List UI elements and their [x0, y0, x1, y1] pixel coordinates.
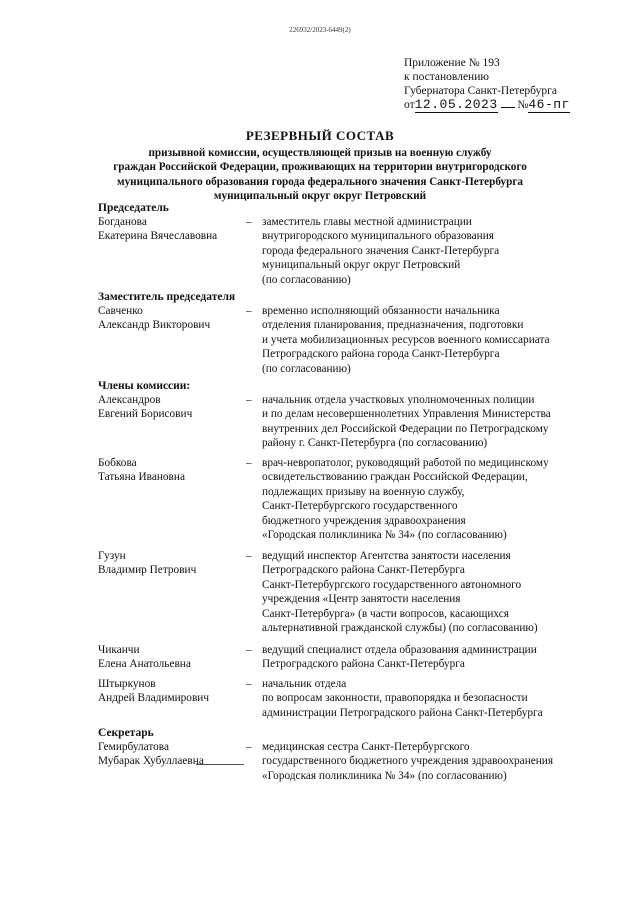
- member-given-names: Екатерина Вячеславовна: [98, 230, 218, 243]
- appendix-block: [404, 56, 604, 112]
- description-line: и учета мобилизационных ресурсов военного комиссариата: [262, 333, 550, 346]
- member-surname: Богданова: [98, 216, 147, 228]
- description-line: города федерального значения Санкт-Петербурга: [262, 244, 500, 257]
- member-description: [262, 393, 612, 451]
- member-name: [98, 549, 248, 578]
- description-line: заместитель главы местной администрации: [262, 216, 472, 228]
- member-description: [262, 643, 612, 672]
- member-surname: Чиканчи: [98, 644, 140, 656]
- description-line: внутригородского муниципального образования: [262, 230, 494, 243]
- appendix-line-3: Губернатора Санкт-Петербурга: [404, 85, 557, 97]
- description-line: «Городская поликлиника № 34» (по согласованию): [262, 769, 507, 782]
- member-description: [262, 549, 612, 635]
- member-surname: Штыркунов: [98, 678, 156, 690]
- number-prefix: №: [517, 99, 529, 111]
- description-line: Санкт-Петербургского государственного: [262, 500, 458, 513]
- description-line: Петроградского района Санкт-Петербурга: [262, 658, 465, 671]
- member-given-names: Андрей Владимирович: [98, 692, 210, 705]
- member-dash: –: [246, 644, 252, 656]
- section-title-secretary: Секретарь: [98, 727, 154, 739]
- description-line: врач-невропатолог, руководящий работой по медицинскому: [262, 457, 549, 469]
- subtitle-line: призывной комиссии, осуществляющей призыв на военную службу: [148, 147, 492, 159]
- subtitle-line: граждан Российской Федерации, проживающих на территории внутригородского: [113, 161, 527, 174]
- description-line: ведущий инспектор Агентства занятости населения: [262, 550, 511, 562]
- member-given-names: Владимир Петрович: [98, 564, 197, 577]
- document-number: 226932/2023-6449(2): [289, 26, 351, 34]
- subtitle-line: муниципальный округ округ Петровский: [213, 189, 427, 202]
- section-title-chairman: Председатель: [98, 202, 169, 214]
- member-name: [98, 215, 248, 244]
- description-line: медицинская сестра Санкт-Петербургского: [262, 741, 470, 753]
- description-line: «Городская поликлиника № 34» (по согласованию): [262, 529, 507, 542]
- description-line: временно исполняющий обязанности начальника: [262, 305, 500, 317]
- description-line: внутренних дел Российской Федерации по Петроградскому: [262, 422, 549, 435]
- description-line: учреждения «Центр занятости населения: [262, 593, 461, 606]
- member-dash: –: [246, 305, 252, 317]
- description-line: Петроградского района Санкт-Петербурга: [262, 564, 465, 577]
- member-name: [98, 456, 248, 485]
- date-prefix: от: [404, 99, 415, 111]
- member-description: [262, 215, 612, 287]
- member-name: [98, 304, 248, 333]
- description-line: ведущий специалист отдела образования администрации: [262, 644, 537, 656]
- member-description: [262, 304, 612, 376]
- section-title-members: Члены комиссии:: [98, 380, 191, 392]
- description-line: и по делам несовершеннолетних Управления Министерства: [262, 408, 551, 421]
- member-given-names: Мубарак Хубуллаевна: [98, 755, 204, 768]
- member-name: [98, 643, 248, 672]
- member-given-names: Александр Викторович: [98, 319, 211, 332]
- member-given-names: Елена Анатольевна: [98, 658, 191, 671]
- description-line: району г. Санкт-Петербурга (по согласованию): [262, 437, 488, 450]
- description-line: Санкт-Петербургского государственного автономного: [262, 578, 522, 591]
- subtitle-line: муниципального образования города федерального значения Санкт-Петербурга: [116, 175, 524, 188]
- description-line: Петроградского района города Санкт-Петербурга: [262, 348, 500, 361]
- description-line: освидетельствованию граждан Российской Федерации,: [262, 471, 528, 484]
- member-surname: Гемирбулатова: [98, 741, 169, 753]
- member-name: [98, 677, 248, 706]
- member-dash: –: [246, 394, 252, 406]
- member-surname: Гузун: [98, 550, 126, 562]
- description-line: бюджетного учреждения здравоохранения: [262, 514, 466, 527]
- member-name: [98, 393, 248, 422]
- member-surname: Савченко: [98, 305, 143, 317]
- description-line: государственного бюджетного учреждения здравоохранения: [262, 755, 554, 768]
- member-given-names: Татьяна Ивановна: [98, 471, 185, 484]
- member-dash: –: [246, 678, 252, 690]
- description-line: по вопросам законности, правопорядка и безопасности: [262, 692, 528, 705]
- description-line: муниципальный округ округ Петровский: [262, 259, 461, 272]
- description-line: (по согласованию): [262, 273, 351, 286]
- member-dash: –: [246, 741, 252, 753]
- member-description: [262, 740, 612, 783]
- member-dash: –: [246, 457, 252, 469]
- member-description: [262, 456, 612, 542]
- member-surname: Бобкова: [98, 457, 137, 469]
- member-surname: Александров: [98, 394, 161, 406]
- member-dash: –: [246, 550, 252, 562]
- appendix-line-2: к постановлению: [404, 71, 489, 83]
- appendix-date-line: [404, 98, 604, 112]
- description-line: администрации Петроградского района Санкт-Петербурга: [262, 706, 543, 719]
- description-line: альтернативной гражданской службы) (по согласованию): [262, 622, 538, 635]
- signature-underline: [196, 764, 244, 765]
- description-line: начальник отдела участковых уполномоченных полиции: [262, 394, 535, 406]
- description-line: начальник отдела: [262, 678, 347, 690]
- section-title-deputy: Заместитель председателя: [98, 291, 236, 303]
- member-description: [262, 677, 612, 720]
- description-line: (по согласованию): [262, 362, 351, 375]
- member-given-names: Евгений Борисович: [98, 408, 193, 421]
- description-line: Санкт-Петербурга» (в части вопросов, касающихся: [262, 607, 509, 620]
- appendix-number: 46-пг: [528, 97, 570, 112]
- document-title: РЕЗЕРВНЫЙ СОСТАВ: [245, 128, 395, 143]
- appendix-date: 12.05.2023: [414, 97, 498, 112]
- appendix-line-1: Приложение № 193: [404, 57, 500, 69]
- description-line: отделения планирования, предназначения, подготовки: [262, 319, 524, 332]
- member-dash: –: [246, 216, 252, 228]
- description-line: подлежащих призыву на военную службу,: [262, 485, 465, 498]
- document-subtitle: [40, 146, 600, 203]
